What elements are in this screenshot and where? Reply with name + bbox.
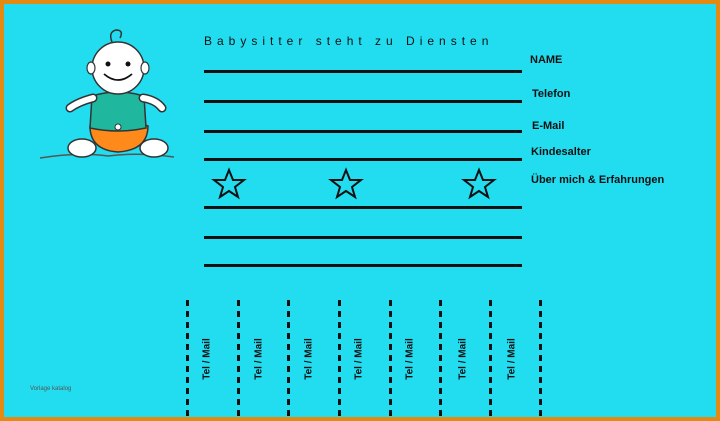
about-label: Über mich & Erfahrungen	[531, 174, 665, 186]
child-age-label: Kindesalter	[531, 146, 591, 158]
cut-line	[237, 300, 240, 418]
tab-label: Tel / Mail	[303, 338, 315, 380]
cut-line	[287, 300, 290, 418]
tab-label: Tel / Mail	[253, 338, 265, 380]
tear-off-tab	[448, 300, 478, 418]
cut-line	[539, 300, 542, 418]
star-icon	[331, 170, 361, 197]
cut-line	[338, 300, 341, 418]
tab-label: Tel / Mail	[404, 338, 416, 380]
tear-off-tab	[395, 300, 425, 418]
tear-off-tab	[244, 300, 274, 418]
phone-label: Telefon	[532, 88, 571, 100]
tear-off-tab	[192, 300, 222, 418]
tear-off-tab	[294, 300, 324, 418]
name-label: NAME	[530, 54, 563, 66]
tab-label: Tel / Mail	[506, 338, 518, 380]
tear-off-tab	[497, 300, 527, 418]
cut-line	[439, 300, 442, 418]
cut-line	[489, 300, 492, 418]
star-icon	[464, 170, 494, 197]
star-icon	[214, 170, 244, 197]
cut-line	[389, 300, 392, 418]
footer-watermark: Vorlage katalog	[30, 386, 72, 392]
tab-label: Tel / Mail	[457, 338, 469, 380]
flyer-title: Babysitter steht zu Diensten	[204, 34, 494, 48]
tear-off-tab	[344, 300, 374, 418]
tab-label: Tel / Mail	[353, 338, 365, 380]
email-label: E-Mail	[532, 120, 565, 132]
tab-label: Tel / Mail	[201, 338, 213, 380]
cut-line	[186, 300, 189, 418]
